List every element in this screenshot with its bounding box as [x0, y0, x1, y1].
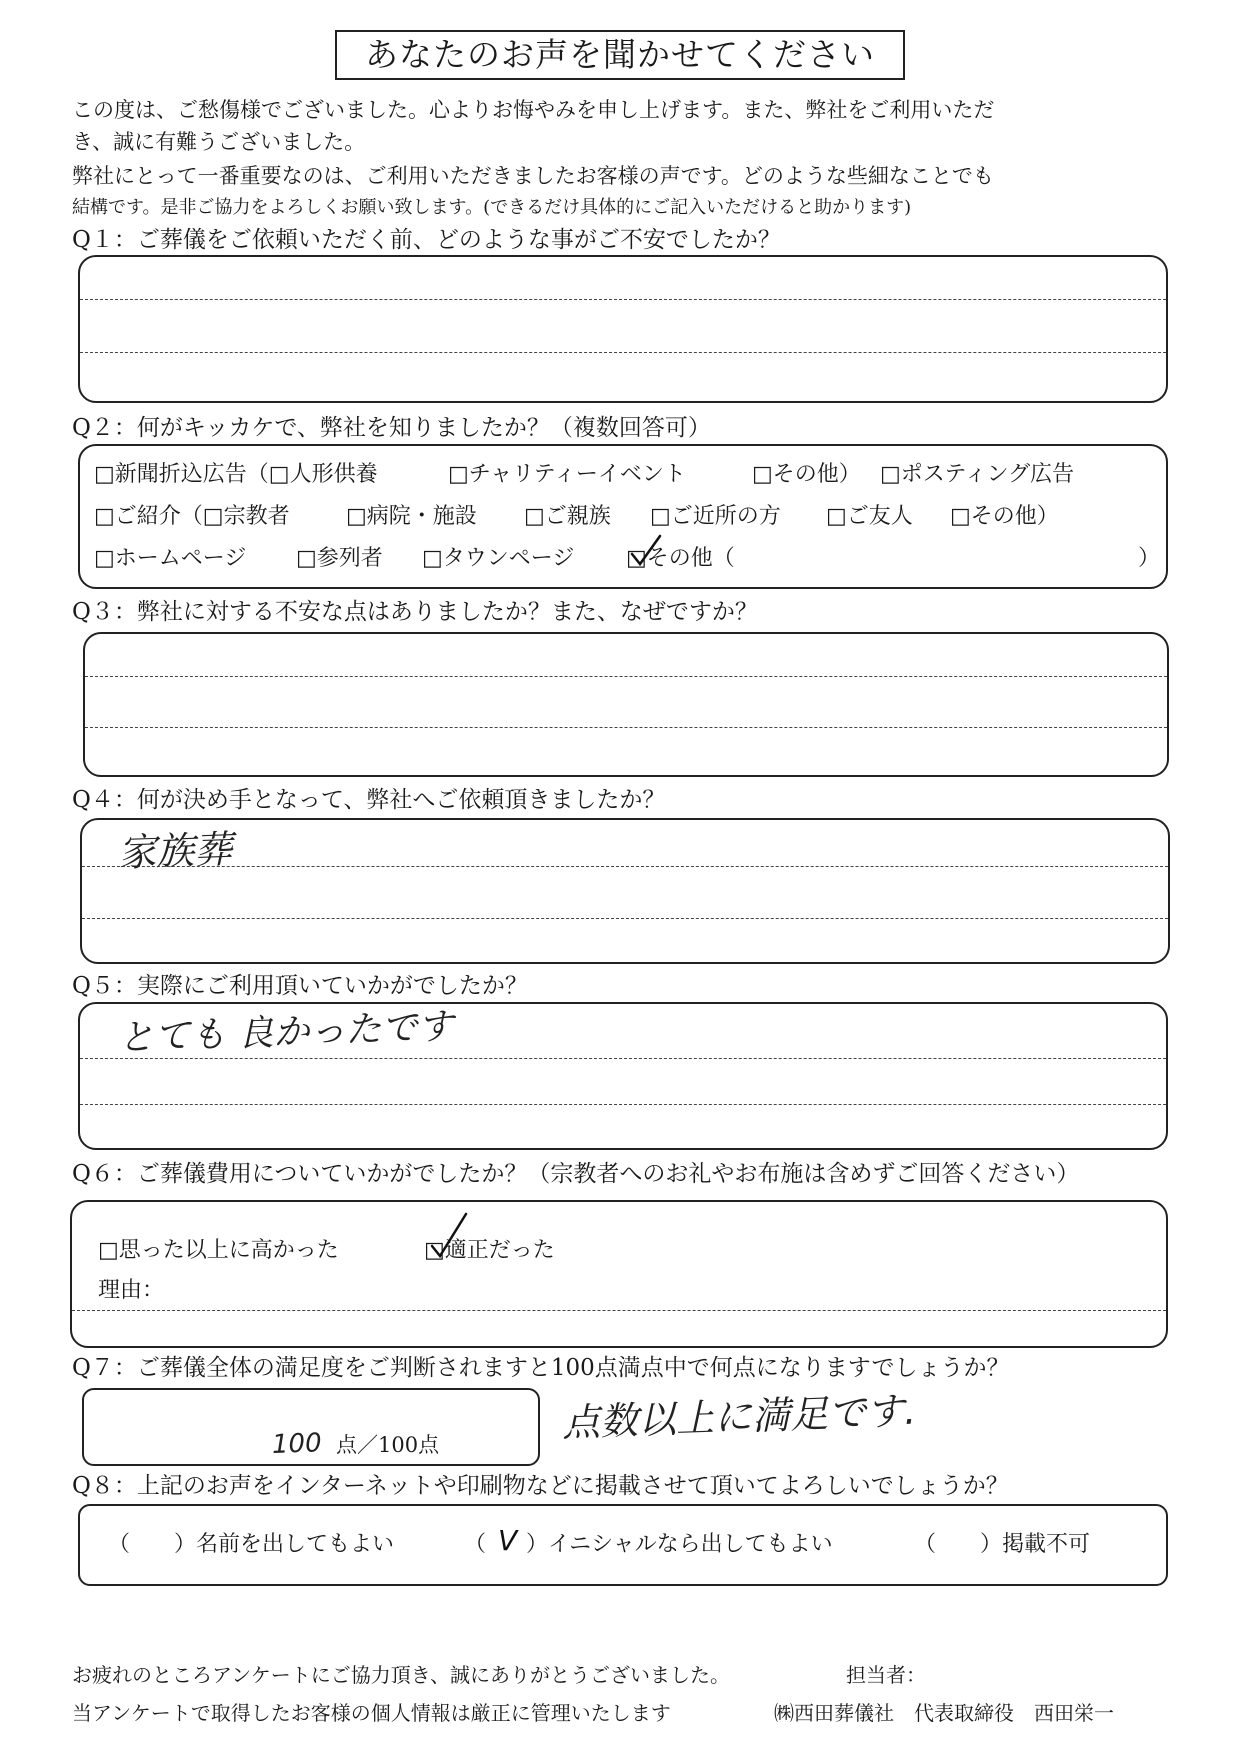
- q8-option-initial-ok[interactable]: ）イニシャルなら出してもよい: [526, 1532, 833, 1557]
- q2-option-neighbors[interactable]: □ご近所の方: [650, 504, 781, 529]
- q2-option-posting[interactable]: □ポスティング広告: [880, 462, 1075, 487]
- q7-score-box[interactable]: [82, 1388, 540, 1466]
- page-title: あなたのお声を聞かせてください: [335, 30, 905, 80]
- q2-option-friends[interactable]: □ご友人: [826, 504, 913, 529]
- q7-score-value: 100: [271, 1428, 323, 1460]
- q2-option-homepage[interactable]: □ホームページ: [94, 546, 247, 571]
- q8-options-box: [78, 1504, 1168, 1586]
- q1-answer-box[interactable]: [78, 255, 1168, 403]
- footer-privacy: 当アンケートで取得したお客様の個人情報は厳正に管理いたします: [72, 1701, 671, 1725]
- q8-option-name-ok[interactable]: （ ）名前を出してもよい: [108, 1532, 395, 1557]
- q4-answer-box[interactable]: [80, 818, 1170, 964]
- q2-option-other-1[interactable]: □その他）: [752, 462, 861, 487]
- answer-line: [80, 1104, 1166, 1105]
- q1-label: Q１：ご葬儀をご依頼いただく前、どのような事がご不安でしたか？: [72, 227, 781, 253]
- answer-line: [80, 352, 1166, 353]
- q8-option-not-allowed[interactable]: （ ）掲載不可: [914, 1532, 1091, 1557]
- intro-line-4: 結構です。是非ご協力をよろしくお願い致します。(できるだけ具体的にご記入いただけると助かります): [72, 197, 912, 218]
- answer-line: [85, 676, 1167, 677]
- footer-staff-label: 担当者：: [846, 1663, 926, 1687]
- q2-option-referral[interactable]: □ご紹介（□宗教者: [94, 504, 290, 529]
- q5-answer-box[interactable]: [78, 1002, 1168, 1150]
- q2-label: Q２：何がキッカケで、弊社を知りましたか？（複数回答可）: [72, 415, 711, 441]
- intro-line-1: この度は、ご愁傷様でございました。心よりお悔やみを申し上げます。また、弊社をご利用いただ: [72, 98, 995, 122]
- q2-option-newspaper[interactable]: □新聞折込広告（□人形供養: [94, 462, 378, 487]
- q5-handwritten-answer: とても 良かったです: [117, 1006, 455, 1059]
- footer-thanks: お疲れのところアンケートにご協力頂き、誠にありがとうございました。: [72, 1663, 730, 1687]
- q7-label: Q７：ご葬儀全体の満足度をご判断されますと100点満点中で何点になりますでしょうか？: [72, 1355, 1010, 1381]
- q6-options-box: [70, 1200, 1168, 1348]
- answer-line: [82, 918, 1168, 919]
- intro-line-3: 弊社にとって一番重要なのは、ご利用いただきましたお客様の声です。どのような些細なことでも: [72, 164, 994, 188]
- answer-line: [80, 299, 1166, 300]
- q2-option-charity-event[interactable]: □チャリティーイベント: [448, 462, 686, 487]
- q2-option-townpage[interactable]: □タウンページ: [422, 546, 575, 571]
- check-mark-icon: [426, 1210, 470, 1260]
- q2-option-other-2[interactable]: □その他）: [950, 504, 1059, 529]
- q2-option-other-3-close: ）: [1138, 546, 1161, 571]
- q3-label: Q３：弊社に対する不安な点はありましたか？また、なぜですか？: [72, 599, 758, 625]
- q2-options-box: [78, 444, 1168, 589]
- q6-label: Q６：ご葬儀費用についていかがでしたか？（宗教者へのお礼やお布施は含めずご回答ください）: [72, 1161, 1080, 1187]
- q2-option-other-3[interactable]: □その他（: [626, 546, 735, 571]
- q3-answer-box[interactable]: [83, 632, 1169, 777]
- q8-option-initial-open: （: [464, 1532, 487, 1557]
- q7-handwritten-comment: 点数以上に満足です.: [561, 1388, 917, 1445]
- q6-option-appropriate[interactable]: □適正だった: [424, 1238, 555, 1263]
- q4-handwritten-answer: 家族葬: [117, 827, 233, 875]
- q5-label: Q５：実際にご利用頂いていかがでしたか？: [72, 973, 528, 999]
- q6-option-expensive[interactable]: □思った以上に高かった: [98, 1238, 339, 1263]
- q8-option-initial-mark: V: [498, 1524, 518, 1557]
- q2-option-hospital[interactable]: □病院・施設: [346, 504, 477, 529]
- check-mark-icon: [628, 534, 664, 570]
- q4-label: Q４：何が決め手となって、弊社へご依頼頂きましたか？: [72, 787, 666, 813]
- reason-line: [72, 1310, 1166, 1311]
- q6-reason-label: 理由：: [98, 1278, 165, 1303]
- answer-line: [80, 1058, 1166, 1059]
- intro-line-2: き、誠に有難うございました。: [72, 130, 366, 154]
- q8-label: Q８：上記のお声をインターネットや印刷物などに掲載させて頂いてよろしいでしょうか？: [72, 1473, 1009, 1499]
- answer-line: [85, 727, 1167, 728]
- answer-line: [82, 866, 1168, 867]
- q7-score-suffix: 点／100点: [336, 1433, 440, 1457]
- q2-option-attendee[interactable]: □参列者: [296, 546, 383, 571]
- q2-option-relatives[interactable]: □ご親族: [524, 504, 611, 529]
- footer-company: ㈱西田葬儀社 代表取締役 西田栄一: [774, 1701, 1114, 1725]
